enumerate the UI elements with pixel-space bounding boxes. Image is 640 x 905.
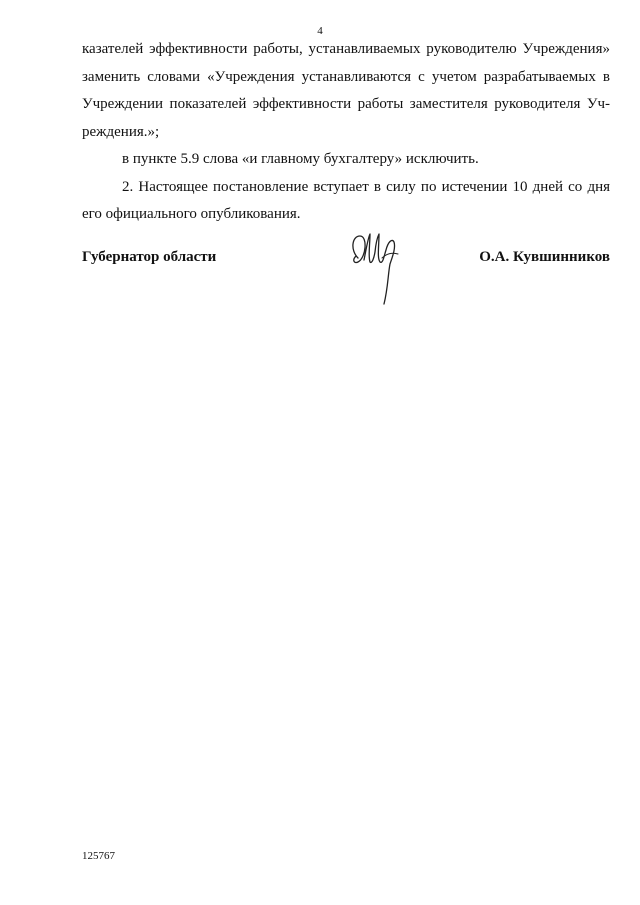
signatory-name: О.А. Кувшинников	[479, 249, 610, 265]
signatory-position: Губернатор области	[82, 249, 217, 265]
paragraph-item-2: 2. Настоящее постановление вступает в силу по истечении 10 дней со дня	[122, 178, 610, 195]
paragraph-line: Учреждении показателей эффективности работы заместителя руководителя Уч-	[82, 96, 610, 112]
document-body	[82, 36, 610, 229]
paragraph-line: заменить словами «Учреждения устанавливаются с учетом разрабатываемых в	[82, 68, 610, 85]
page-number: 4	[317, 25, 323, 37]
paragraph-line: реждения.»;	[82, 123, 160, 140]
handwritten-signature	[348, 228, 410, 314]
paragraph-item-5-9: в пункте 5.9 слова «и главному бухгалтеру» исключить.	[122, 151, 479, 167]
document-code: 125767	[82, 850, 115, 862]
paragraph-line: казателей эффективности работы, устанавливаемых руководителю Учреждения»	[82, 41, 610, 57]
paragraph-line: его официального опубликования.	[82, 206, 301, 222]
